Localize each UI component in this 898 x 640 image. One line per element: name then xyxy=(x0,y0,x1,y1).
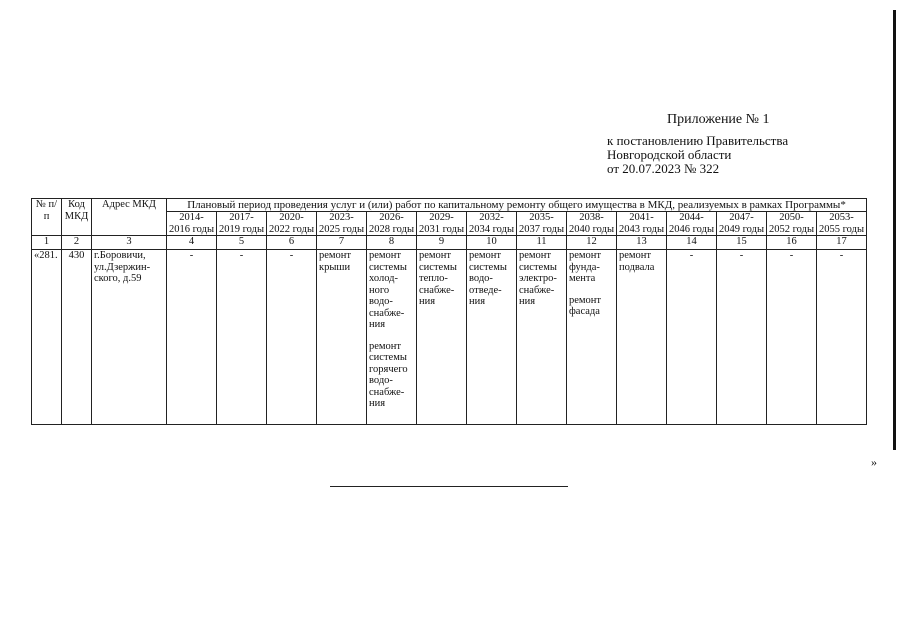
column-number: 6 xyxy=(267,236,317,250)
column-number: 17 xyxy=(817,236,867,250)
cell-2032: ремонт системы водо-отведе-ния xyxy=(467,250,517,425)
cell-2029: ремонт системы тепло-снабже-ния xyxy=(417,250,467,425)
column-number: 16 xyxy=(767,236,817,250)
column-number: 14 xyxy=(667,236,717,250)
period-cell: 2014-2016 годы xyxy=(167,212,217,236)
row-address: г.Боровичи, ул.Дзержин-ского, д.59 xyxy=(92,250,167,425)
column-number: 12 xyxy=(567,236,617,250)
repair-schedule-table xyxy=(31,198,867,425)
column-number: 4 xyxy=(167,236,217,250)
page-edge-line xyxy=(893,10,896,450)
table-row xyxy=(32,250,867,425)
period-cell: 2023-2025 годы xyxy=(317,212,367,236)
column-number: 5 xyxy=(217,236,267,250)
row-code: 430 xyxy=(62,250,92,425)
column-number: 15 xyxy=(717,236,767,250)
column-number: 13 xyxy=(617,236,667,250)
cell-2050: - xyxy=(767,250,817,425)
period-cell: 2026-2028 годы xyxy=(367,212,417,236)
period-cell: 2050-2052 годы xyxy=(767,212,817,236)
period-cell: 2047-2049 годы xyxy=(717,212,767,236)
appendix-block xyxy=(607,113,857,176)
period-cell: 2035-2037 годы xyxy=(517,212,567,236)
period-cell: 2044-2046 годы xyxy=(667,212,717,236)
work-hot-water: ремонт системы горячего водо-снабже-ния xyxy=(369,340,408,409)
row-num: «281. xyxy=(32,250,62,425)
period-cell: 2032-2034 годы xyxy=(467,212,517,236)
column-number: 2 xyxy=(62,236,92,250)
work-foundation: ремонт фунда-мента xyxy=(569,250,602,284)
column-number: 7 xyxy=(317,236,367,250)
appendix-line-2: Новгородской области xyxy=(607,147,732,162)
period-cell: 2029-2031 годы xyxy=(417,212,467,236)
closing-quote: » xyxy=(871,455,877,469)
column-number: 3 xyxy=(92,236,167,250)
column-number: 11 xyxy=(517,236,567,250)
appendix-line-1: к постановлению Правительства xyxy=(607,133,789,148)
column-numbers-row xyxy=(32,236,867,250)
header-code: Код МКД xyxy=(62,199,92,236)
header-period: Плановый период проведения услуг и (или) работ по капитальному ремонту общего имущества в МКД, реализуемых в рамках Программы* xyxy=(167,199,867,212)
cell-2047: - xyxy=(717,250,767,425)
period-cell: 2038-2040 годы xyxy=(567,212,617,236)
cell-2038 xyxy=(567,250,617,425)
cell-2023: ремонт крыши xyxy=(317,250,367,425)
separator-line xyxy=(330,486,568,487)
header-address: Адрес МКД xyxy=(92,199,167,236)
column-number: 8 xyxy=(367,236,417,250)
cell-2053: - xyxy=(817,250,867,425)
period-cell: 2017-2019 годы xyxy=(217,212,267,236)
header-num: № п/п xyxy=(32,199,62,236)
cell-2026 xyxy=(367,250,417,425)
cell-2044: - xyxy=(667,250,717,425)
cell-2041: ремонт подвала xyxy=(617,250,667,425)
period-cell: 2020-2022 годы xyxy=(267,212,317,236)
appendix-title: Приложение № 1 xyxy=(667,112,770,127)
cell-2014: - xyxy=(167,250,217,425)
work-facade: ремонт фасада xyxy=(569,294,602,317)
cell-2035: ремонт системы электро-снабже-ния xyxy=(517,250,567,425)
period-cell: 2053-2055 годы xyxy=(817,212,867,236)
column-number: 9 xyxy=(417,236,467,250)
work-cold-water: ремонт системы холод-ного водо-снабже-ния xyxy=(369,250,407,330)
column-number: 1 xyxy=(32,236,62,250)
cell-2020: - xyxy=(267,250,317,425)
cell-2017: - xyxy=(217,250,267,425)
period-cell: 2041-2043 годы xyxy=(617,212,667,236)
appendix-line-3: от 20.07.2023 № 322 xyxy=(607,161,720,176)
column-number: 10 xyxy=(467,236,517,250)
